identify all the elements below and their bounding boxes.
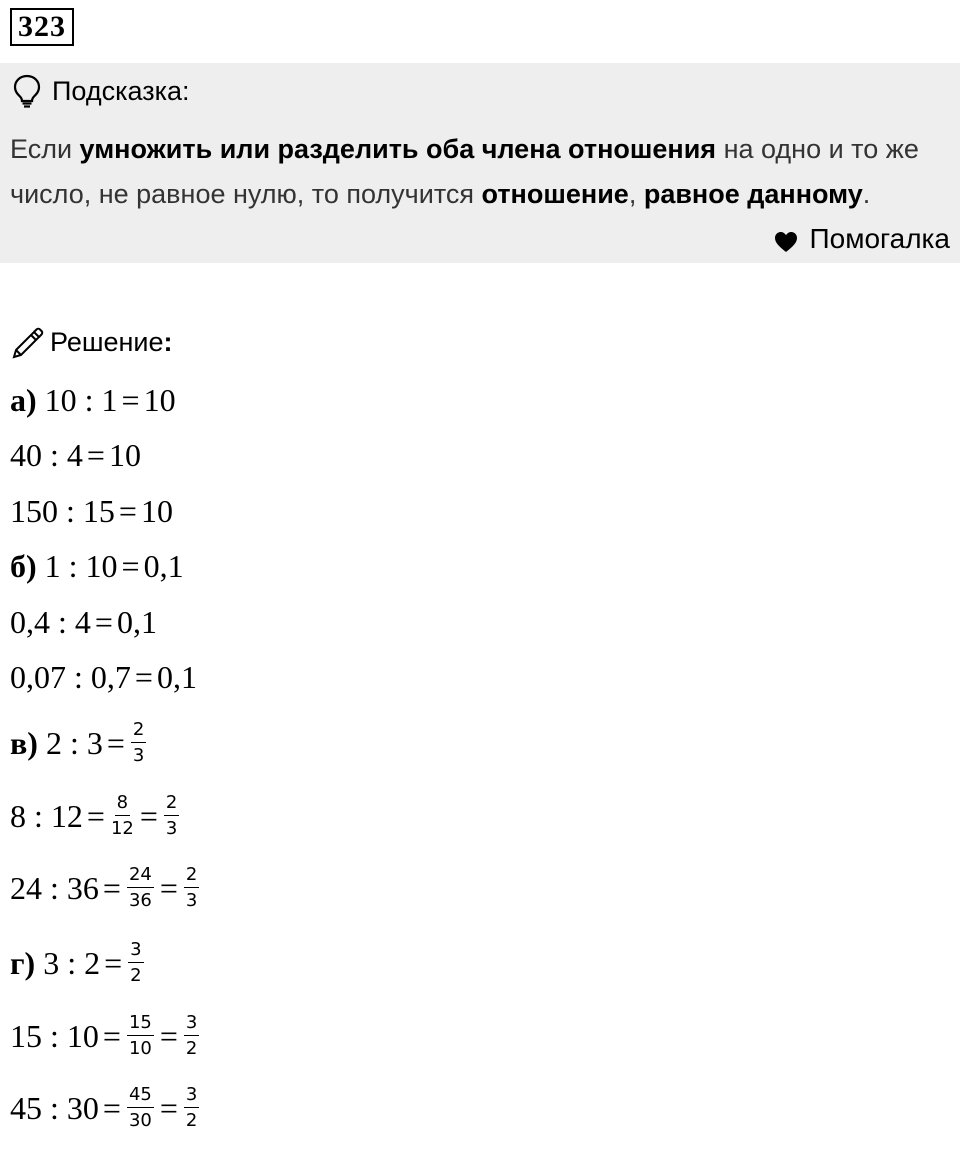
ratio-expression: 150 : 15 xyxy=(10,492,115,529)
ratio-expression: 0,07 : 0,7 xyxy=(10,658,131,695)
equals-sign: = xyxy=(94,603,113,640)
fraction-numerator: 3 xyxy=(128,940,143,963)
ratio-expression: 0,4 : 4 xyxy=(10,603,91,640)
fraction-numerator: 15 xyxy=(127,1013,154,1036)
ratio-expression: 45 : 30 xyxy=(10,1089,99,1126)
fraction xyxy=(184,865,199,911)
solution-line xyxy=(10,435,141,475)
result-value: 10 xyxy=(143,381,176,418)
fraction-numerator: 3 xyxy=(184,1013,199,1036)
fraction xyxy=(164,793,179,839)
solution-line xyxy=(10,491,173,531)
solution-colon: : xyxy=(163,326,173,357)
equals-sign: = xyxy=(121,547,140,584)
fraction-numerator: 2 xyxy=(184,865,199,888)
lightbulb-icon xyxy=(12,74,42,108)
equals-sign: = xyxy=(159,1017,178,1054)
solution-title: Решение xyxy=(50,326,164,357)
equals-sign: = xyxy=(139,797,158,834)
fraction-denominator: 12 xyxy=(110,818,134,839)
fraction-numerator: 45 xyxy=(127,1085,154,1108)
fraction-denominator: 3 xyxy=(132,745,145,766)
solution-line xyxy=(10,546,184,586)
item-label: б) xyxy=(10,547,37,584)
fraction-denominator: 2 xyxy=(185,1038,198,1059)
fraction-numerator: 8 xyxy=(115,793,130,816)
equals-sign: = xyxy=(134,658,153,695)
hint-text-part: , xyxy=(628,179,644,209)
fraction-denominator: 36 xyxy=(128,890,152,911)
ratio-expression: 10 : 1 xyxy=(44,381,118,418)
item-label: в) xyxy=(10,724,38,761)
fraction-denominator: 30 xyxy=(128,1110,152,1131)
hint-box xyxy=(0,63,960,263)
ratio-expression: 1 : 10 xyxy=(44,547,118,584)
fraction xyxy=(127,1013,154,1059)
fraction xyxy=(127,1085,154,1131)
result-value: 0,1 xyxy=(156,658,197,695)
equals-sign: = xyxy=(102,1089,121,1126)
fraction-denominator: 10 xyxy=(128,1038,152,1059)
fraction-denominator: 3 xyxy=(165,818,178,839)
hint-title: Подсказка: xyxy=(52,75,190,106)
equals-sign: = xyxy=(121,381,140,418)
solution-header xyxy=(10,322,173,362)
solution-line xyxy=(10,1080,201,1136)
fraction-denominator: 2 xyxy=(185,1110,198,1131)
fraction-numerator: 24 xyxy=(127,865,154,888)
equals-sign: = xyxy=(159,1089,178,1126)
item-label: г) xyxy=(10,944,36,981)
ratio-expression: 40 : 4 xyxy=(10,436,83,473)
solution-line xyxy=(10,657,197,697)
hint-text-bold: равное данному xyxy=(643,179,863,209)
fraction-numerator: 3 xyxy=(184,1085,199,1108)
solution-line xyxy=(10,602,157,642)
equals-sign: = xyxy=(104,944,123,981)
equals-sign: = xyxy=(118,492,137,529)
hint-text-bold: отношение xyxy=(481,179,629,209)
solution-line xyxy=(10,788,181,844)
hint-header xyxy=(12,73,190,109)
pencil-icon xyxy=(10,324,46,360)
equals-sign: = xyxy=(159,869,178,906)
fraction xyxy=(128,940,143,986)
item-label: а) xyxy=(10,381,37,418)
fraction-numerator: 2 xyxy=(164,793,179,816)
fraction xyxy=(184,1085,199,1131)
equals-sign: = xyxy=(106,724,125,761)
solution-line xyxy=(10,718,148,768)
heart-icon xyxy=(774,228,798,250)
hint-text-part: Если xyxy=(10,134,80,164)
hint-text-part: . xyxy=(862,179,871,209)
equals-sign: = xyxy=(102,869,121,906)
fraction xyxy=(127,865,154,911)
solution-line xyxy=(10,938,146,988)
ratio-expression: 8 : 12 xyxy=(10,797,83,834)
fraction-denominator: 2 xyxy=(130,965,142,986)
solution-line xyxy=(10,1008,201,1064)
task-number: 323 xyxy=(10,8,74,46)
equals-sign: = xyxy=(86,797,105,834)
brand-name: Помогалка xyxy=(809,223,950,254)
equals-sign: = xyxy=(86,436,105,473)
fraction-denominator: 3 xyxy=(185,890,198,911)
fraction-numerator: 2 xyxy=(131,720,146,743)
ratio-expression: 3 : 2 xyxy=(43,944,101,981)
ratio-expression: 24 : 36 xyxy=(10,869,99,906)
result-value: 0,1 xyxy=(116,603,157,640)
equals-sign: = xyxy=(102,1017,121,1054)
result-value: 10 xyxy=(140,492,173,529)
brand-label xyxy=(774,223,950,255)
hint-text xyxy=(10,127,955,217)
result-value: 10 xyxy=(108,436,141,473)
fraction xyxy=(131,720,146,766)
solution-line xyxy=(10,860,201,916)
result-value: 0,1 xyxy=(143,547,184,584)
fraction xyxy=(111,793,134,839)
ratio-expression: 2 : 3 xyxy=(45,724,103,761)
solution-line xyxy=(10,380,176,420)
hint-text-part: на одно и то же число, не равное нулю, то получится xyxy=(10,134,919,209)
ratio-expression: 15 : 10 xyxy=(10,1017,99,1054)
hint-text-bold: умножить или разделить оба члена отношения xyxy=(79,134,717,164)
fraction xyxy=(184,1013,199,1059)
